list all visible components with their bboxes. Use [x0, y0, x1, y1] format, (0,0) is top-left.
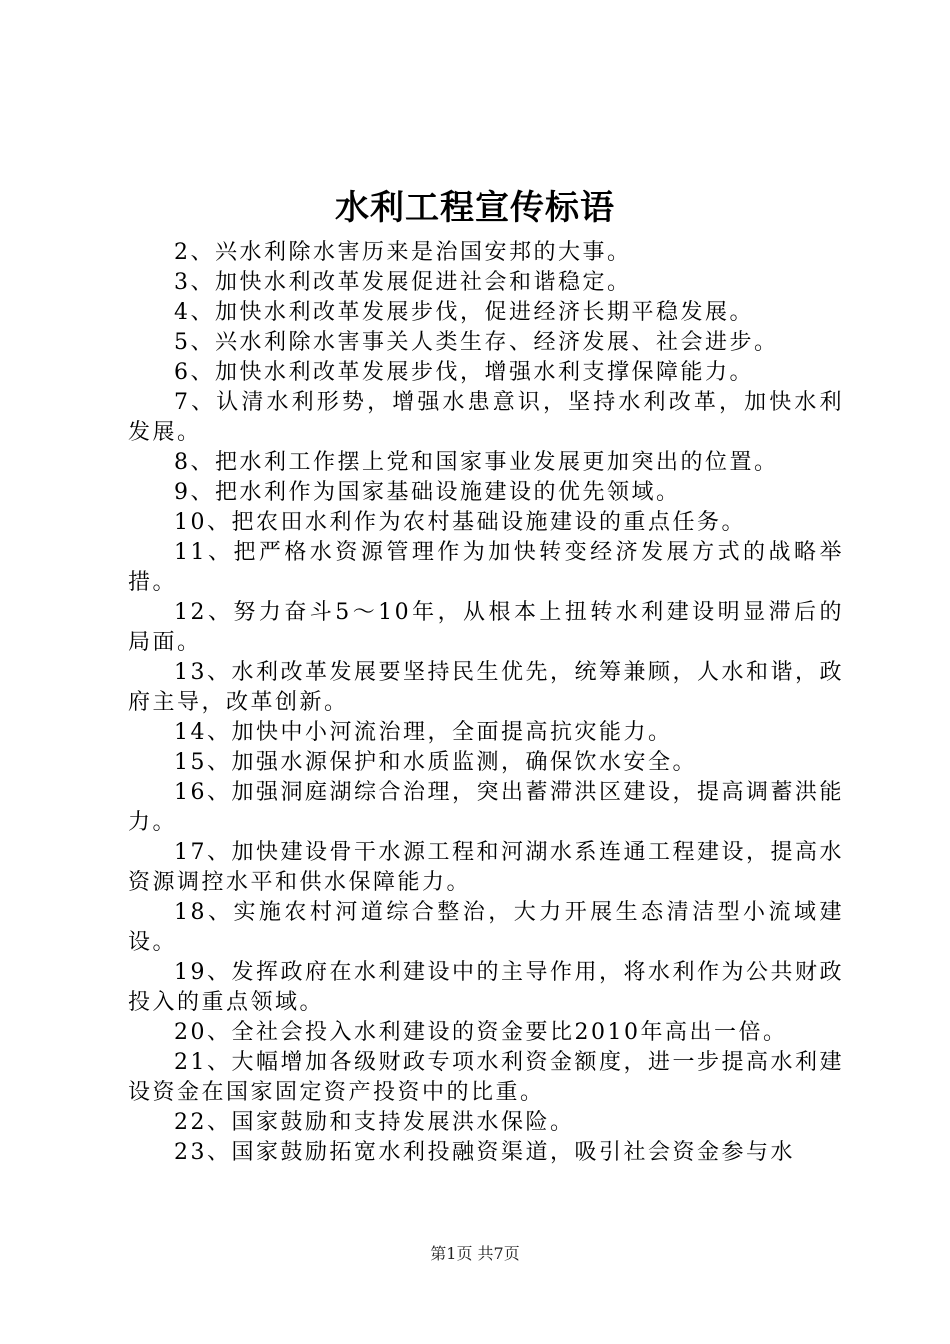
slogan-paragraph: 12、努力奋斗5～10年，从根本上扭转水利建设明显滞后的局面。: [128, 600, 844, 655]
slogan-paragraph: 8、把水利工作摆上党和国家事业发展更加突出的位置。: [174, 450, 779, 475]
document-title: 水利工程宣传标语: [335, 188, 615, 228]
slogan-paragraph: 2、兴水利除水害历来是治国安邦的大事。: [174, 240, 632, 265]
slogan-paragraph: 19、发挥政府在水利建设中的主导作用，将水利作为公共财政投入的重点领域。: [128, 960, 844, 1015]
slogan-paragraph: 15、加强水源保护和水质监测，确保饮水安全。: [174, 750, 697, 775]
slogan-paragraph: 7、认清水利形势，增强水患意识，坚持水利改革，加快水利发展。: [128, 390, 844, 445]
document-body: [128, 238, 844, 1168]
slogan-paragraph: 6、加快水利改革发展步伐，增强水利支撑保障能力。: [174, 360, 754, 385]
slogan-paragraph: 11、把严格水资源管理作为加快转变经济发展方式的战略举措。: [128, 540, 844, 595]
slogan-paragraph: 20、全社会投入水利建设的资金要比2010年高出一倍。: [174, 1020, 788, 1045]
slogan-paragraph: 17、加快建设骨干水源工程和河湖水系连通工程建设，提高水资源调控水平和供水保障能力。: [128, 840, 844, 895]
slogan-paragraph: 4、加快水利改革发展步伐，促进经济长期平稳发展。: [174, 300, 754, 325]
slogan-paragraph: 5、兴水利除水害事关人类生存、经济发展、社会进步。: [174, 330, 779, 355]
slogan-paragraph: 14、加快中小河流治理，全面提高抗灾能力。: [174, 720, 673, 745]
slogan-paragraph: 13、水利改革发展要坚持民生优先，统筹兼顾，人水和谐，政府主导，改革创新。: [128, 660, 844, 715]
slogan-paragraph: 10、把农田水利作为农村基础设施建设的重点任务。: [174, 510, 746, 535]
slogan-paragraph: 18、实施农村河道综合整治，大力开展生态清洁型小流域建设。: [128, 900, 844, 955]
slogan-paragraph: 22、国家鼓励和支持发展洪水保险。: [174, 1110, 575, 1135]
slogan-paragraph: 9、把水利作为国家基础设施建设的优先领域。: [174, 480, 681, 505]
slogan-paragraph: 16、加强洞庭湖综合治理，突出蓄滞洪区建设，提高调蓄洪能力。: [128, 780, 844, 835]
slogan-paragraph: 23、国家鼓励拓宽水利投融资渠道，吸引社会资金参与水: [174, 1140, 795, 1165]
slogan-paragraph: 21、大幅增加各级财政专项水利资金额度，进一步提高水利建设资金在国家固定资产投资中的比重。: [128, 1050, 844, 1105]
page-number-footer: 第1页 共7页: [430, 1244, 520, 1263]
slogan-paragraph: 3、加快水利改革发展促进社会和谐稳定。: [174, 270, 632, 295]
